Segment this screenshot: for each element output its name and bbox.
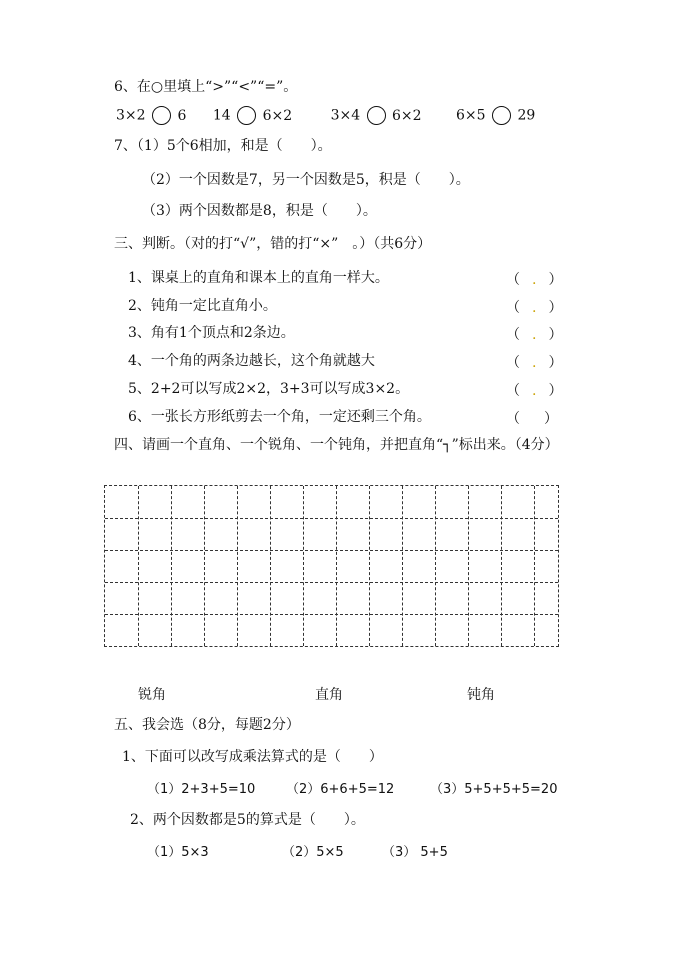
s3-item-2: 2、钝角一定比直角小。 <box>128 298 277 314</box>
s5-q1: 1、下面可以改写成乘法算式的是（ ） <box>122 749 383 765</box>
q6-item-4-left: 6×5 <box>456 107 486 124</box>
answer-paren-3[interactable]: （ . ） <box>506 327 563 343</box>
answer-paren-1[interactable]: （ . ） <box>506 272 563 288</box>
q6-item-1-right: 6 <box>177 107 187 124</box>
s3-item-4: 4、一个角的两条边越长，这个角就越大 <box>128 353 375 369</box>
s5-q2-option-2[interactable]: （2）5×5 <box>282 845 344 860</box>
q6-item-2-left: 14 <box>212 107 231 124</box>
s3-item-5: 5、2+2可以写成2×2，3+3可以写成3×2。 <box>128 381 410 397</box>
answer-paren-4[interactable]: （ . ） <box>506 355 563 371</box>
answer-paren-5[interactable]: （ . ） <box>506 383 563 399</box>
q7-line-2: （2）一个因数是7，另一个因数是5，积是（ ）。 <box>142 172 470 188</box>
s3-item-3: 3、角有1个顶点和2条边。 <box>128 325 295 341</box>
s3-item-1: 1、课桌上的直角和课本上的直角一样大。 <box>128 270 389 286</box>
q6-item-4-right: 29 <box>517 107 536 124</box>
label-acute: 锐角 <box>138 687 166 703</box>
s5-q2: 2、两个因数都是5的算式是（ ）。 <box>130 812 365 828</box>
s5-q1-option-1[interactable]: （1）2+3+5=10 <box>147 782 256 797</box>
s3-title: 三、判断。（对的打“√”，错的打“×” 。）（共6分） <box>114 236 432 252</box>
answer-paren-2[interactable]: （ . ） <box>506 300 563 316</box>
q6-item-2-right: 6×2 <box>262 107 293 124</box>
s5-q2-option-1[interactable]: （1）5×3 <box>147 845 209 860</box>
answer-paren-6[interactable]: （ ） <box>506 411 558 427</box>
q7-line-3: （3）两个因数都是8，积是（ ）。 <box>142 203 377 219</box>
s4-title: 四、请画一个直角、一个锐角、一个钝角，并把直角“┐”标出来。（4分） <box>114 437 559 453</box>
compare-circle-4[interactable] <box>492 106 511 125</box>
q6-items-row <box>116 106 535 125</box>
compare-circle-3[interactable] <box>367 106 386 125</box>
s5-q1-option-2[interactable]: （2）6+6+5=12 <box>286 782 395 797</box>
label-right: 直角 <box>315 687 343 703</box>
s3-item-6: 6、一张长方形纸剪去一个角，一定还剩三个角。 <box>128 409 431 425</box>
label-obtuse: 钝角 <box>467 687 495 703</box>
q6-title: 6、在○里填上“>”“<”“=”。 <box>114 79 298 95</box>
s5-q2-option-3[interactable]: （3） 5+5 <box>382 845 448 860</box>
s5-q1-option-3[interactable]: （3）5+5+5+5=20 <box>430 782 558 797</box>
q6-item-3-right: 6×2 <box>392 107 422 124</box>
s5-title: 五、我会选（8分，每题2分） <box>114 717 300 733</box>
drawing-grid[interactable] <box>104 485 559 647</box>
compare-circle-2[interactable] <box>237 106 256 125</box>
compare-circle-1[interactable] <box>152 106 171 125</box>
q6-item-3-left: 3×4 <box>330 107 361 124</box>
q7-line-1: 7、（1）5个6相加，和是（ ）。 <box>114 138 332 154</box>
q6-item-1-left: 3×2 <box>116 107 146 124</box>
